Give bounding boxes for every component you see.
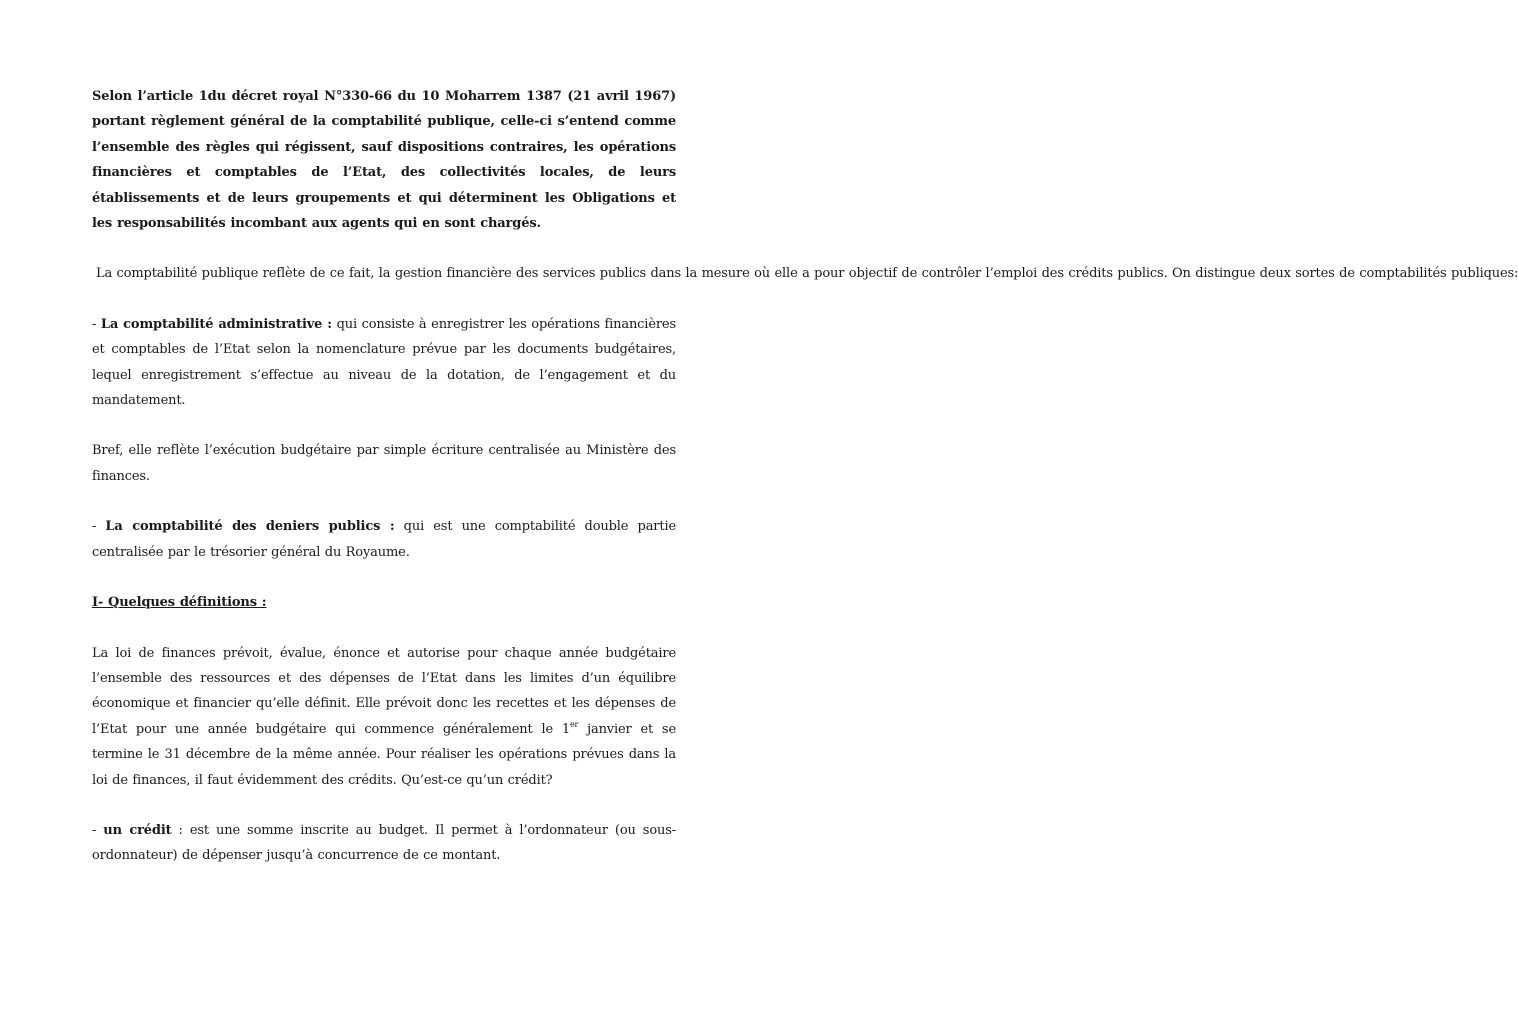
intro-paragraph bbox=[92, 84, 676, 236]
administrative-accounting-definition: qui consiste à enregistrer les opérations financières et comptables de l’Etat selon la nomenclature prévue par les documents budgétaires, lequel enregistrement s’effectue au niveau de la dotation, de l’engagement et du mandatement. bbox=[92, 316, 676, 409]
public-funds-accounting-prefix: - bbox=[92, 519, 106, 535]
budget-execution-text: Bref, elle reflète l’exécution budgétaire par simple écriture centralisée au Ministère des finances. bbox=[92, 443, 676, 484]
credit-definition-text: : est une somme inscrite au budget. Il permet à l’ordonnateur (ou sous-ordonnateur) de dépenser jusqu’à concurrence de ce montant. bbox=[92, 822, 676, 864]
administrative-accounting-prefix: - bbox=[92, 316, 101, 332]
definitions-heading bbox=[92, 590, 676, 615]
credit-definition-prefix: - bbox=[92, 822, 104, 838]
public-accounting-text: La comptabilité publique reflète de ce fait, la gestion financière des services publics dans la mesure où elle a pour objectif de contrôler l’emploi des crédits publics. On distingue deux sortes de comptabilités publiques: bbox=[92, 266, 1518, 282]
public-funds-accounting-paragraph bbox=[92, 514, 676, 565]
document-page bbox=[92, 84, 1518, 869]
finance-law-text-part1: La loi de finances prévoit, évalue, énonce et autorise pour chaque année budgétaire l’ensemble des ressources et des dépenses de l’Etat dans les limites d’un équilibre économique et financier qu’elle définit. Elle prévoit donc les recettes et les dépenses de l’Etat pour une année budgétaire qui commence généralement le 1 bbox=[92, 645, 676, 737]
credit-term: un crédit bbox=[103, 822, 172, 838]
administrative-accounting-paragraph bbox=[92, 312, 676, 414]
budget-execution-paragraph bbox=[92, 438, 676, 489]
credit-definition-paragraph bbox=[92, 818, 676, 869]
public-accounting-paragraph bbox=[92, 261, 1518, 286]
public-funds-accounting-term: La comptabilité des deniers publics : bbox=[105, 519, 395, 535]
definitions-heading-text: I- Quelques définitions : bbox=[92, 595, 267, 611]
finance-law-text-part2: janvier et se termine le 31 décembre de la même année. Pour réaliser les opérations prévues dans la loi de finances, il faut évidemment des crédits. Qu’est-ce qu’un crédit? bbox=[92, 721, 676, 788]
intro-text: Selon l’article 1du décret royal N°330-66 du 10 Moharrem 1387 (21 avril 1967) portant règlement général de la comptabilité publique, celle-ci s’entend comme l’ensemble des règles qui régissent, sauf dispositions contraires, les opérations financières et comptables de l’Etat, des collectivités locales, de leurs établissements et de leurs groupements et qui déterminent les Obligations et les responsabilités incombant aux agents qui en sont chargés. bbox=[92, 89, 676, 232]
public-funds-accounting-definition: qui est une comptabilité double partie centralisée par le trésorier général du Royaume. bbox=[92, 519, 676, 560]
finance-law-paragraph bbox=[92, 641, 676, 793]
administrative-accounting-term: La comptabilité administrative : bbox=[100, 316, 332, 332]
ordinal-superscript: er bbox=[569, 719, 579, 729]
